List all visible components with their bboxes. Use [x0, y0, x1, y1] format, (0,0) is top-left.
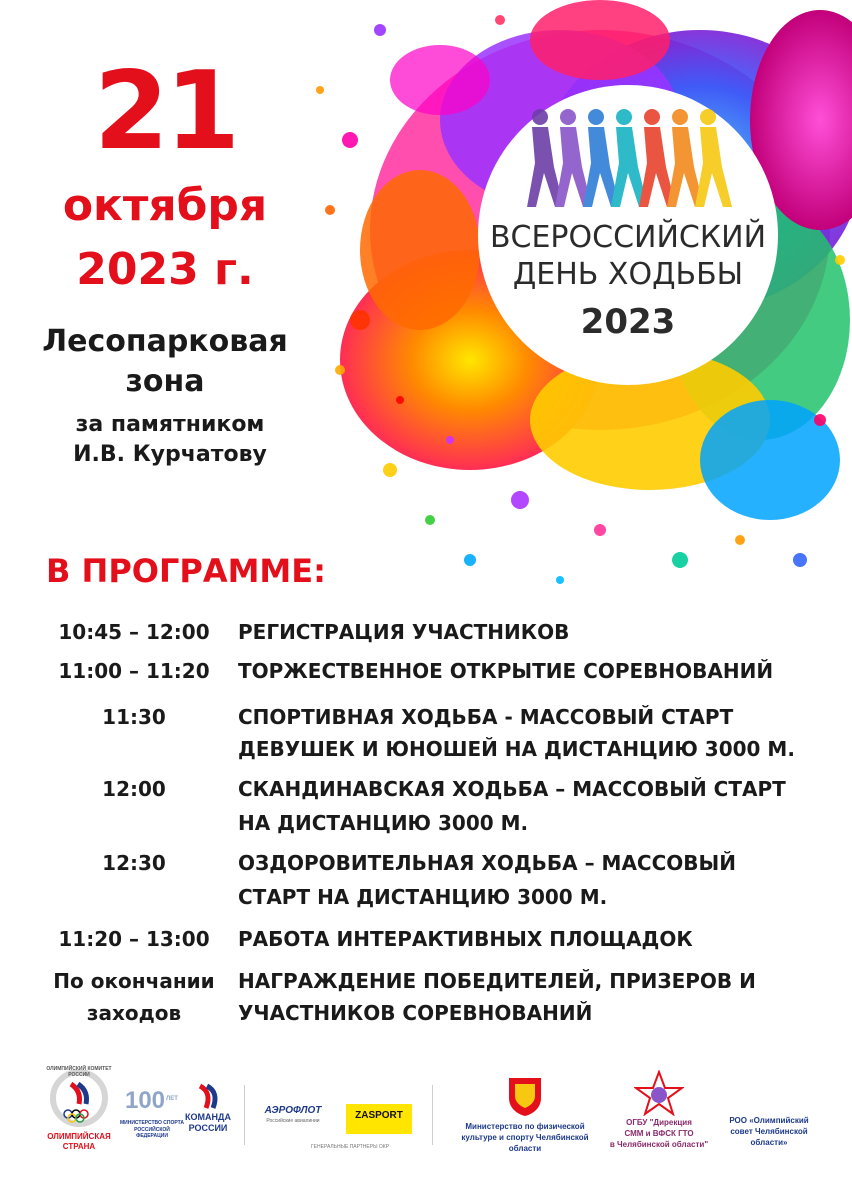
footer-divider — [244, 1085, 245, 1145]
venue-title-line2: зона — [125, 364, 205, 399]
ogbu-line1: ОГБУ "Дирекция — [626, 1118, 692, 1127]
event-title-year: 2023 — [580, 302, 676, 342]
schedule-description-cont: ДЕВУШЕК И ЮНОШЕЙ НА ДИСТАНЦИЮ 3000 М. — [238, 737, 795, 761]
schedule-description-cont: УЧАСТНИКОВ СОРЕВНОВАНИЙ — [238, 1001, 593, 1025]
aeroflot-logo — [250, 1105, 336, 1135]
olympic-committee-ring-text: ОЛИМПИЙСКИЙ КОМИТЕТ РОССИИ — [46, 1066, 112, 1078]
chelyabinsk-ministry-logo — [450, 1074, 600, 1174]
minsport-logo — [118, 1088, 186, 1158]
zasport-logo — [346, 1104, 412, 1134]
aeroflot-name: АЭРОФЛОТ — [264, 1105, 322, 1116]
roo-line2: совет Челябинской — [730, 1127, 808, 1136]
roo-olympic-council-logo — [714, 1116, 824, 1156]
chel-ministry-line3: области — [508, 1144, 542, 1153]
schedule-time: По окончании — [53, 969, 215, 993]
team-russia-logo — [180, 1082, 236, 1152]
minsport-badge-sub: ЛЕТ — [166, 1096, 178, 1102]
minsport-name-line1: МИНИСТЕРСТВО СПОРТА — [119, 1120, 185, 1126]
schedule-time: 11:00 – 11:20 — [58, 659, 210, 683]
team-russia-emblem-icon — [180, 1082, 236, 1112]
partners-caption: ГЕНЕРАЛЬНЫЕ ПАРТНЕРЫ ОКР — [310, 1144, 390, 1150]
schedule-description-cont: СТАРТ НА ДИСТАНЦИЮ 3000 М. — [238, 885, 608, 909]
chel-ministry-line2: культуре и спорту Челябинской — [461, 1133, 589, 1142]
ogbu-line3: в Челябинской области" — [609, 1140, 709, 1149]
schedule-description: СПОРТИВНАЯ ХОДЬБА - МАССОВЫЙ СТАРТ — [238, 705, 734, 729]
minsport-100-badge: 100 — [124, 1087, 166, 1114]
aeroflot-tagline: Российские авиалинии — [266, 1118, 320, 1124]
programme-heading: В ПРОГРАММЕ: — [46, 552, 326, 590]
gto-star-icon — [634, 1070, 684, 1116]
schedule-time: 10:45 – 12:00 — [58, 620, 210, 644]
venue-subtitle — [40, 410, 300, 470]
walkers-icon — [520, 105, 735, 215]
schedule-description: ТОРЖЕСТВЕННОЕ ОТКРЫТИЕ СОРЕВНОВАНИЙ — [238, 659, 774, 683]
event-title-line1: ВСЕРОССИЙСКИЙ — [489, 220, 767, 255]
schedule-description: НАГРАЖДЕНИЕ ПОБЕДИТЕЛЕЙ, ПРИЗЕРОВ И — [238, 969, 756, 993]
schedule-description: ОЗДОРОВИТЕЛЬНАЯ ХОДЬБА – МАССОВЫЙ — [238, 851, 736, 875]
venue-title — [20, 322, 310, 402]
venue-sub-line1: за памятником — [75, 412, 265, 437]
venue-title-line1: Лесопарковая — [42, 324, 288, 359]
chelyabinsk-coat-of-arms-icon — [505, 1074, 545, 1118]
ogbu-logo — [604, 1070, 714, 1170]
schedule-description: СКАНДИНАВСКАЯ ХОДЬБА – МАССОВЫЙ СТАРТ — [238, 777, 786, 801]
event-date-day: 21 — [93, 49, 237, 174]
olympic-country-line1: ОЛИМПИЙСКАЯ — [47, 1132, 111, 1141]
team-russia-line1: КОМАНДА — [185, 1112, 231, 1122]
olympic-rings-icon — [38, 1070, 120, 1130]
venue-sub-line2: И.В. Курчатову — [73, 442, 267, 467]
event-date-year: 2023 г. — [76, 244, 254, 295]
schedule-time: 12:30 — [102, 851, 166, 875]
minsport-name-line2: РОССИЙСКОЙ ФЕДЕРАЦИИ — [134, 1127, 170, 1139]
schedule-time: 12:00 — [102, 777, 166, 801]
olympic-committee-logo — [38, 1066, 120, 1160]
sponsor-footer — [0, 1060, 852, 1200]
roo-line1: РОО «Олимпийский — [729, 1116, 809, 1125]
zasport-name: ZASPORT — [355, 1110, 403, 1121]
event-title-line2: ДЕНЬ ХОДЬБЫ — [512, 257, 744, 292]
schedule-time-cont: заходов — [86, 1001, 182, 1025]
schedule-time: 11:20 – 13:00 — [58, 927, 210, 951]
schedule-description: РАБОТА ИНТЕРАКТИВНЫХ ПЛОЩАДОК — [238, 927, 693, 951]
roo-line3: области» — [750, 1138, 788, 1147]
footer-divider — [432, 1085, 433, 1145]
event-date-month: октября — [62, 180, 268, 231]
olympic-country-line2: СТРАНА — [62, 1142, 96, 1151]
schedule-time: 11:30 — [102, 705, 166, 729]
team-russia-line2: РОССИИ — [188, 1123, 228, 1133]
ogbu-line2: СММ и ВФСК ГТО — [624, 1129, 694, 1138]
chel-ministry-line1: Министерство по физической — [465, 1122, 585, 1131]
schedule-description-cont: НА ДИСТАНЦИЮ 3000 М. — [238, 811, 529, 835]
schedule-description: РЕГИСТРАЦИЯ УЧАСТНИКОВ — [238, 620, 570, 644]
